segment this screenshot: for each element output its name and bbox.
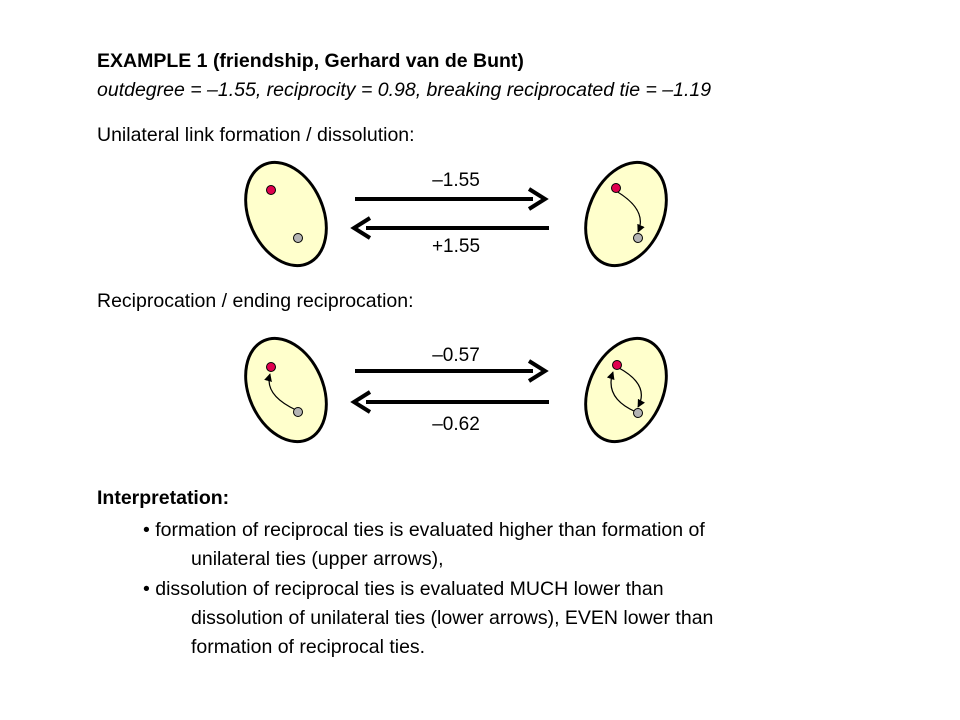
bullet2-line1: • dissolution of reciprocal ties is evaluated MUCH lower than bbox=[143, 578, 664, 600]
actor-grey-node bbox=[634, 234, 643, 243]
node-container-right-1 bbox=[570, 150, 682, 279]
unilateral-dissolution-value: +1.55 bbox=[431, 236, 481, 257]
actor-grey-node bbox=[294, 234, 303, 243]
actor-red-node bbox=[267, 186, 276, 195]
node-container-left-1 bbox=[230, 150, 342, 279]
actor-red-node bbox=[613, 361, 622, 370]
unilateral-formation-value: –1.55 bbox=[432, 170, 480, 191]
parameter-estimates: outdegree = –1.55, reciprocity = 0.98, breaking reciprocated tie = –1.19 bbox=[97, 79, 712, 101]
state-unilateral-tie bbox=[570, 150, 682, 279]
reciprocation-arrow-right bbox=[355, 361, 545, 381]
slide-title: EXAMPLE 1 (friendship, Gerhard van de Bunt) bbox=[97, 50, 524, 72]
bullet1-line2: unilateral ties (upper arrows), bbox=[191, 548, 444, 570]
actor-red-node bbox=[612, 184, 621, 193]
node-container-left-2 bbox=[230, 326, 342, 455]
dissolution-arrow-left-1 bbox=[354, 218, 549, 238]
actor-grey-node bbox=[294, 408, 303, 417]
bullet1-line1: • formation of reciprocal ties is evaluated higher than formation of bbox=[143, 519, 705, 541]
ending-reciprocation-value: –0.62 bbox=[432, 414, 480, 435]
reciprocation-value: –0.57 bbox=[432, 345, 480, 366]
state-unilateral-tie-2 bbox=[230, 326, 342, 455]
bullet2-line2: dissolution of unilateral ties (lower arrows), EVEN lower than bbox=[191, 607, 714, 629]
section2-heading: Reciprocation / ending reciprocation: bbox=[97, 290, 414, 312]
formation-arrow-right-1 bbox=[355, 189, 545, 209]
section1-heading: Unilateral link formation / dissolution: bbox=[97, 124, 415, 146]
node-container-right-2 bbox=[570, 326, 682, 455]
ending-reciprocation-arrow-left bbox=[354, 392, 549, 412]
actor-grey-node bbox=[634, 409, 643, 418]
bullet2-line3: formation of reciprocal ties. bbox=[191, 636, 426, 658]
interpretation-heading: Interpretation: bbox=[97, 487, 230, 509]
state-reciprocal-tie bbox=[570, 326, 682, 455]
actor-red-node bbox=[267, 363, 276, 372]
state-no-tie bbox=[230, 150, 342, 279]
